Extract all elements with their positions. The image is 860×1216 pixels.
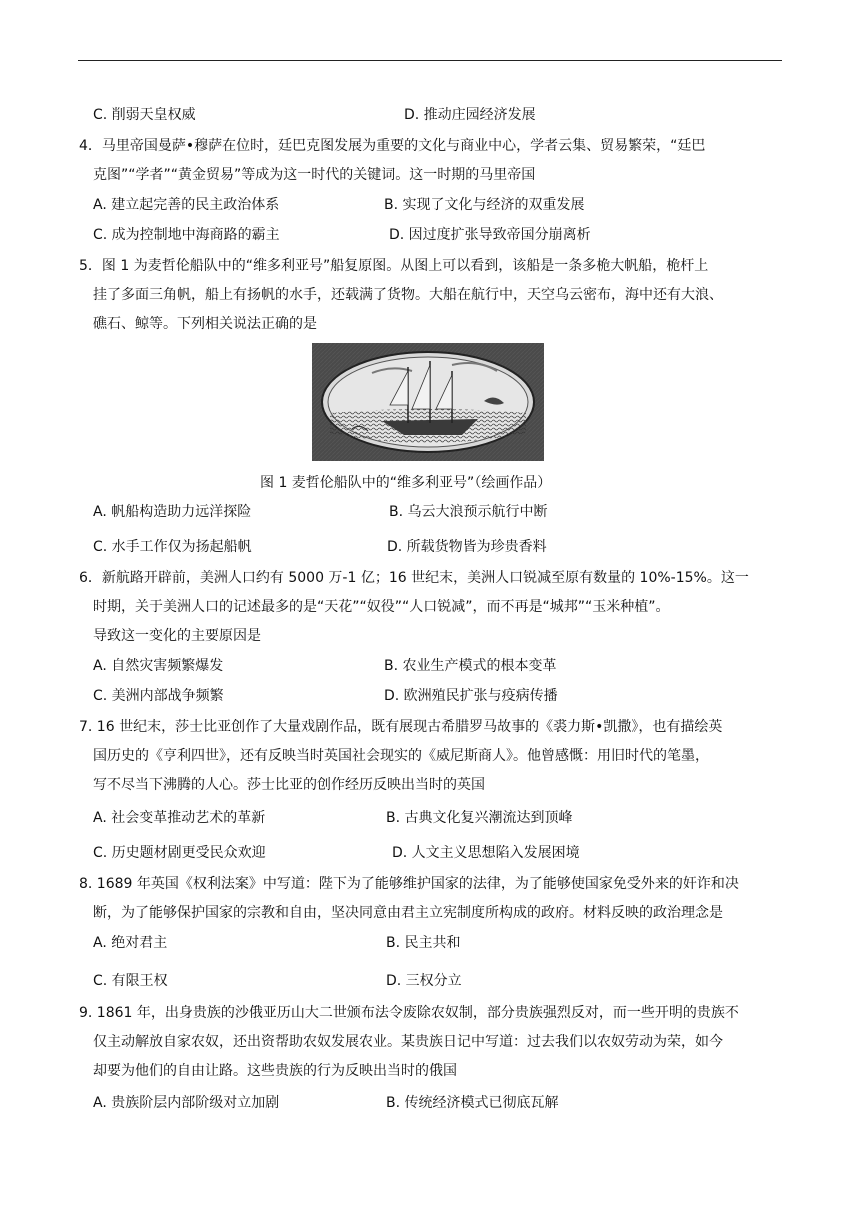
question-5-line-3: 礁石、鲸等。下列相关说法正确的是 [93,316,317,332]
option-6b[interactable]: B. 农业生产模式的根本变革 [384,658,557,674]
option-5d[interactable]: D. 所载货物皆为珍贵香料 [387,539,547,555]
option-7d[interactable]: D. 人文主义思想陷入发展困境 [392,845,580,861]
figure-1-caption: 图 1 麦哲伦船队中的“维多利亚号”（绘画作品） [260,475,552,491]
question-9-line-1: 9. 1861 年，出身贵族的沙俄亚历山大二世颁布法令废除农奴制，部分贵族强烈反对，而一些开明的贵族不 [79,1005,739,1021]
option-5b[interactable]: B. 乌云大浪预示航行中断 [389,504,548,520]
option-6a[interactable]: A. 自然灾害频繁爆发 [93,658,224,674]
option-6d[interactable]: D. 欧洲殖民扩张与疫病传播 [384,688,558,704]
option-4d[interactable]: D. 因过度扩张导致帝国分崩离析 [389,227,591,243]
option-7a[interactable]: A. 社会变革推动艺术的革新 [93,810,266,826]
option-7b[interactable]: B. 古典文化复兴潮流达到顶峰 [386,810,573,826]
ship-engraving-image [312,343,544,461]
option-4c[interactable]: C. 成为控制地中海商路的霸主 [93,227,280,243]
question-6-line-1: 6．新航路开辟前，美洲人口约有 5000 万-1 亿；16 世纪末，美洲人口锐减至原有数量的 10%-15%。这一 [79,570,749,586]
option-7c[interactable]: C. 历史题材剧更受民众欢迎 [93,845,266,861]
option-5a[interactable]: A. 帆船构造助力远洋探险 [93,504,252,520]
option-3c[interactable]: C. 削弱天皇权威 [93,107,196,123]
option-9a[interactable]: A. 贵族阶层内部阶级对立加剧 [93,1095,280,1111]
option-9b[interactable]: B. 传统经济模式已彻底瓦解 [386,1095,559,1111]
option-4b[interactable]: B. 实现了文化与经济的双重发展 [384,197,585,213]
option-5c[interactable]: C. 水手工作仅为扬起船帆 [93,539,252,555]
option-6c[interactable]: C. 美洲内部战争频繁 [93,688,224,704]
question-4-line-2: 克图”“学者”“黄金贸易”等成为这一时代的关键词。这一时期的马里帝国 [93,167,536,183]
option-3d[interactable]: D. 推动庄园经济发展 [404,107,536,123]
question-8-line-2: 断，为了能够保护国家的宗教和自由，坚决同意由君主立宪制度所构成的政府。材料反映的政治理念是 [93,905,723,921]
question-6-line-2: 时期，关于美洲人口的记述最多的是“天花”“奴役”“人口锐减”，而不再是“城邦”“玉米种植”。 [93,599,670,615]
option-8c[interactable]: C. 有限王权 [93,973,168,989]
question-6-line-3: 导致这一变化的主要原因是 [93,628,261,644]
question-7-line-2: 国历史的《亨利四世》，还有反映当时英国社会现实的《威尼斯商人》。他曾感慨：用旧时代的笔墨， [93,748,709,764]
option-4a[interactable]: A. 建立起完善的民主政治体系 [93,197,280,213]
question-8-line-1: 8. 1689 年英国《权利法案》中写道：陛下为了能够维护国家的法律，为了能够使国家免受外来的奸诈和决 [79,876,739,892]
question-7-line-3: 写不尽当下沸腾的人心。莎士比亚的创作经历反映出当时的英国 [93,777,485,793]
option-8a[interactable]: A. 绝对君主 [93,935,168,951]
question-9-line-3: 却要为他们的自由让路。这些贵族的行为反映出当时的俄国 [93,1063,457,1079]
question-4-line-1: 4．马里帝国曼萨•穆萨在位时，廷巴克图发展为重要的文化与商业中心，学者云集、贸易繁荣，“廷巴 [79,138,706,154]
option-8d[interactable]: D. 三权分立 [386,973,462,989]
question-5-line-1: 5．图 1 为麦哲伦船队中的“维多利亚号”船复原图。从图上可以看到，该船是一条多桅大帆船，桅杆上 [79,258,709,274]
question-9-line-2: 仅主动解放自家农奴，还出资帮助农奴发展农业。某贵族日记中写道：过去我们以农奴劳动为荣，如今 [93,1034,723,1050]
header-rule [78,60,782,61]
option-8b[interactable]: B. 民主共和 [386,935,461,951]
question-7-line-1: 7. 16 世纪末，莎士比亚创作了大量戏剧作品，既有展现古希腊罗马故事的《裘力斯•凯撒》，也有描绘英 [79,719,723,735]
question-5-line-2: 挂了多面三角帆，船上有扬帆的水手，还载满了货物。大船在航行中，天空乌云密布，海中还有大浪、 [93,287,723,303]
